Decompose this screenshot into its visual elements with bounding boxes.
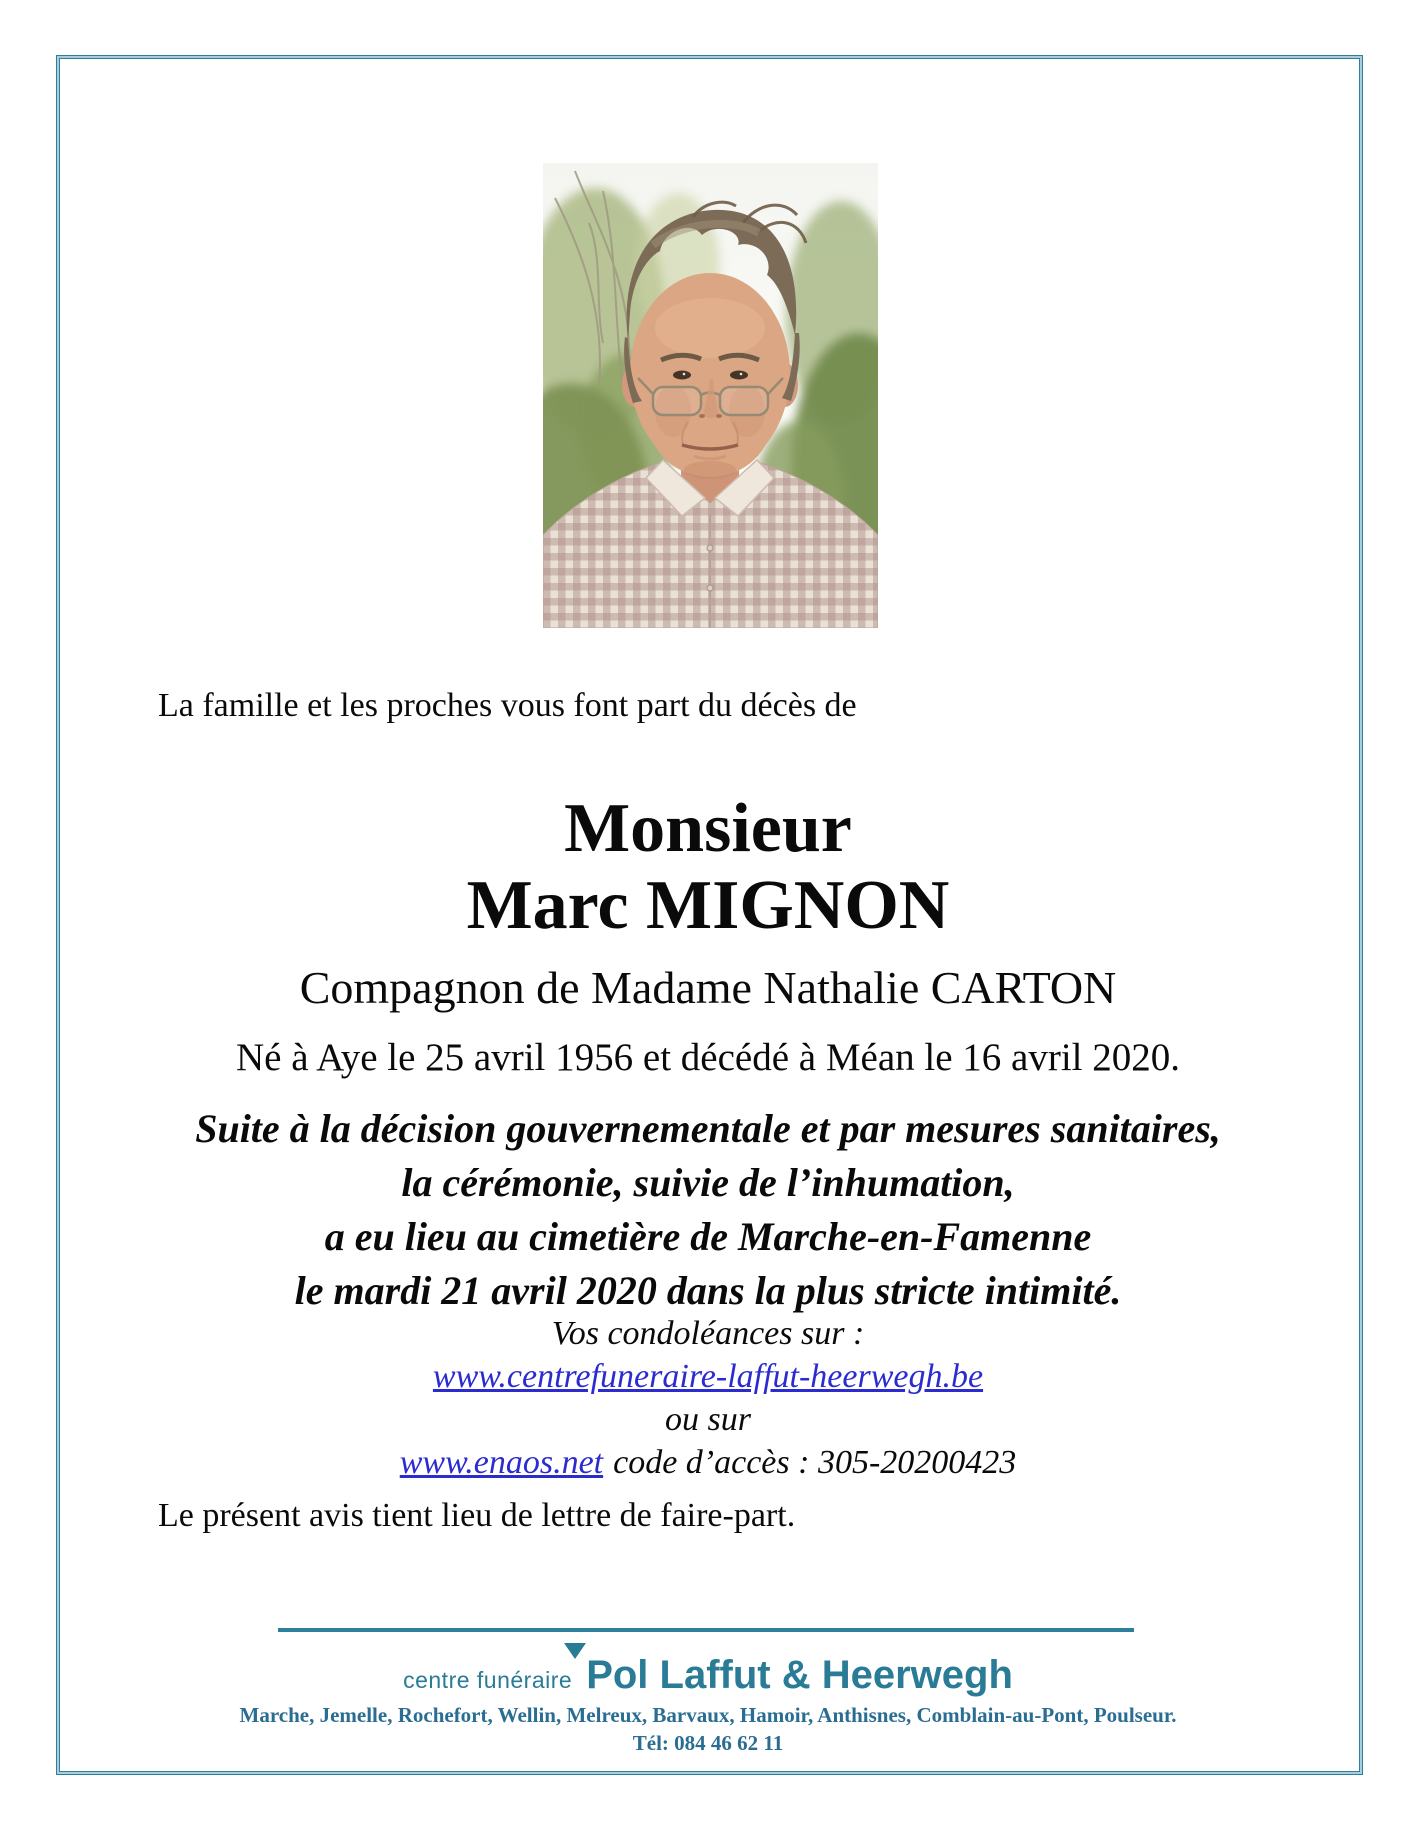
brand-prefix: centre funéraire xyxy=(403,1667,573,1693)
ceremony-notice xyxy=(0,1102,1416,1318)
condolences-link-primary[interactable]: www.centrefuneraire-laffut-heerwegh.be xyxy=(432,1358,984,1395)
relation-subtitle: Compagnon de Madame Nathalie CARTON xyxy=(299,962,1117,1013)
portrait-photo-svg xyxy=(543,163,878,628)
footer-phone: Tél: 084 46 62 11 xyxy=(632,1731,784,1755)
condolences-heading: Vos condoléances sur : xyxy=(551,1315,865,1352)
closing-text: Le présent avis tient lieu de lettre de faire-part. xyxy=(158,1497,796,1534)
ceremony-notice-line: a eu lieu au cimetière de Marche-en-Famenne xyxy=(324,1214,1092,1259)
footer-locations: Marche, Jemelle, Rochefort, Wellin, Melreux, Barvaux, Hamoir, Anthisnes, Comblain-au-Pont, Poulseur. xyxy=(239,1703,1177,1727)
condolences-block xyxy=(0,1312,1416,1484)
footer-divider xyxy=(278,1628,1134,1632)
brand-name xyxy=(586,1655,1013,1695)
down-triangle-icon xyxy=(564,1643,586,1659)
ceremony-notice-line: le mardi 21 avril 2020 dans la plus stricte intimité. xyxy=(294,1268,1122,1313)
ceremony-notice-line: Suite à la décision gouvernementale et par mesures sanitaires, xyxy=(195,1106,1221,1151)
deceased-title-block xyxy=(0,790,1416,944)
access-code-text: code d’accès : 305-20200423 xyxy=(613,1444,1017,1481)
intro-text: La famille et les proches vous font part du décès de xyxy=(158,687,857,724)
funeral-home-brand xyxy=(0,1655,1416,1695)
or-text: ou sur xyxy=(665,1401,751,1438)
condolences-link-secondary[interactable]: www.enaos.net xyxy=(399,1444,604,1481)
ceremony-notice-line: la cérémonie, suivie de l’inhumation, xyxy=(401,1160,1015,1205)
deceased-title: Monsieur xyxy=(564,790,852,867)
deceased-name: Marc MIGNON xyxy=(466,867,950,944)
birth-death-line: Né à Aye le 25 avril 1956 et décédé à Méan le 16 avril 2020. xyxy=(236,1036,1180,1079)
brand-name-text: Pol Laffut & Heerwegh xyxy=(586,1653,1013,1697)
portrait-photo xyxy=(543,163,878,628)
